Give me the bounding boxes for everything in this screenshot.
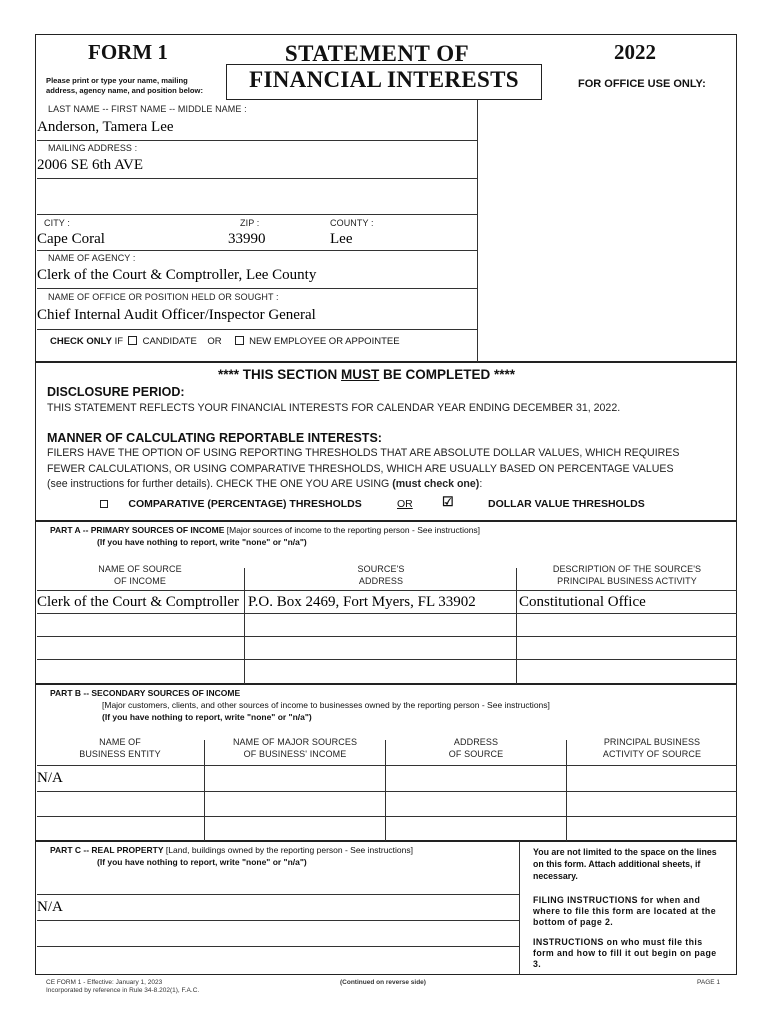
part-a-col3-l1: DESCRIPTION OF THE SOURCE'S [552,564,702,574]
part-a-col2-l2: ADDRESS [358,576,404,586]
form-id: FORM 1 [88,40,168,64]
comparative-label: COMPARATIVE (PERCENTAGE) THRESHOLDS [128,498,362,510]
part-c-heading [50,845,413,855]
new-employee-label: NEW EMPLOYEE OR APPOINTEE [249,336,400,347]
filer-address[interactable]: 2006 SE 6th AVE [37,157,143,173]
manner-line3-text: (see instructions for further details). CHECK THE ONE YOU ARE USING [47,478,390,490]
side-note-2: FILING INSTRUCTIONS for when and where to file this form are located at the bottom of page 2. [533,895,716,927]
part-b-col4-l1: PRINCIPAL BUSINESS [603,737,701,747]
part-a-note: (If you have nothing to report, write "none" or "n/a") [97,537,307,547]
filer-agency[interactable]: Clerk of the Court & Comptroller, Lee County [37,267,317,283]
city-label: CITY : [44,218,70,228]
divider [37,946,519,947]
section-heading [218,367,515,382]
part-b-col1-l1: NAME OF [99,737,141,747]
part-a-title: PART A -- PRIMARY SOURCES OF INCOME [50,525,225,535]
filer-position[interactable]: Chief Internal Audit Officer/Inspector General [37,307,316,323]
part-b-title: PART B -- SECONDARY SOURCES OF INCOME [50,688,241,698]
position-label: NAME OF OFFICE OR POSITION HELD OR SOUGHT : [48,292,279,302]
divider [37,140,477,141]
dollar-checkbox[interactable]: ☑ [442,494,454,509]
colon: : [479,478,483,490]
zip-label: ZIP : [240,218,260,228]
disclosure-title: DISCLOSURE PERIOD: [47,385,185,399]
part-b-col3-l1: ADDRESS [453,737,499,747]
footer-left-l1: CE FORM 1 - Effective: January 1, 2023 [46,979,163,986]
part-c-desc: [Land, buildings owned by the reporting person - See instructions] [165,845,413,855]
agency-label: NAME OF AGENCY : [48,253,136,263]
new-employee-checkbox[interactable] [235,336,244,345]
part-b-note: (If you have nothing to report, write "none" or "n/a") [102,712,312,722]
check-only-label: CHECK ONLY [50,336,112,347]
part-a-col3-header [520,563,734,587]
part-c-row1[interactable]: N/A [37,899,63,915]
part-a-col1-l2: OF INCOME [114,576,166,586]
divider [37,590,737,591]
manner-title: MANNER OF CALCULATING REPORTABLE INTERESTS: [47,431,382,445]
threshold-row [100,498,362,510]
part-a-col2-header [250,563,512,587]
part-b-col1-l2: BUSINESS ENTITY [79,749,161,759]
candidate-label: CANDIDATE [142,336,197,347]
divider [516,568,517,684]
divider [37,636,737,637]
title-line2: FINANCIAL INTERESTS [249,67,519,92]
check-if-label: IF [114,336,124,347]
part-b-col2-l2: OF BUSINESS' INCOME [243,749,347,759]
part-b-col2-l1: NAME OF MAJOR SOURCES [232,737,358,747]
part-b-col4-header [568,736,736,760]
part-b-desc: [Major customers, clients, and other sources of income to businesses owned by the reporting person - See instructions] [102,700,550,710]
divider [37,920,519,921]
footer-page: PAGE 1 [697,979,721,986]
address-label: MAILING ADDRESS : [48,143,138,153]
heading-must: MUST [341,367,380,382]
part-a-col1-header [40,563,240,587]
divider [37,816,737,817]
side-note-3: INSTRUCTIONS on who must file this form and how to fill it out begin on page 3. [533,937,717,969]
divider [37,214,477,215]
filer-zip[interactable]: 33990 [228,231,266,247]
part-b-col4-l2: ACTIVITY OF SOURCE [602,749,702,759]
part-c-note: (If you have nothing to report, write "none" or "n/a") [97,857,307,867]
office-use-divider [477,100,478,362]
divider [37,765,737,766]
heading-pre: **** THIS SECTION [218,367,342,382]
must-check: (must check one) [392,478,480,490]
manner-line2: FEWER CALCULATIONS, OR USING COMPARATIVE THRESHOLDS, WHICH ARE USUALLY BASED ON PERCENTAGE VALUES [47,463,674,475]
manner-line1: FILERS HAVE THE OPTION OF USING REPORTING THRESHOLDS THAT ARE ABSOLUTE DOLLAR VALUES, WHICH REQUIRES [47,447,680,459]
divider [37,791,737,792]
divider [244,568,245,684]
divider [37,178,477,179]
side-note-1: You are not limited to the space on the lines on this form. Attach additional sheets, if necessary. [533,847,717,881]
filer-county[interactable]: Lee [330,231,353,247]
divider [37,613,737,614]
county-label: COUNTY : [330,218,374,228]
divider [519,841,520,975]
part-a-col3-l2: PRINCIPAL BUSINESS ACTIVITY [557,576,697,586]
part-a-col1-l1: NAME OF SOURCE [98,564,182,574]
candidate-checkbox[interactable] [128,336,137,345]
part-b-col2-header [206,736,384,760]
part-b-col3-header [386,736,566,760]
part-a-heading [50,525,480,535]
divider [37,288,477,289]
part-a-col2-l1: SOURCE'S [357,564,405,574]
filer-city[interactable]: Cape Coral [37,231,105,247]
footer-left-l2: Incorporated by reference in Rule 34-8.202(1), F.A.C. [46,987,200,994]
footer-left [46,979,199,995]
footer-center: (Continued on reverse side) [340,979,426,986]
divider [37,329,477,330]
heading-post: BE COMPLETED **** [379,367,516,382]
name-label: LAST NAME -- FIRST NAME -- MIDDLE NAME : [48,104,247,114]
check-only-row [50,336,400,347]
comparative-checkbox[interactable] [100,500,108,508]
dollar-label: DOLLAR VALUE THRESHOLDS [488,498,645,510]
threshold-or: OR [397,498,413,510]
divider [37,894,519,895]
divider [37,250,477,251]
part-a-desc: [Major sources of income to the reporting person - See instructions] [226,525,481,535]
part-c-title: PART C -- REAL PROPERTY [50,845,164,855]
part-b-col3-l2: OF SOURCE [448,749,504,759]
filer-name[interactable]: Anderson, Tamera Lee [37,119,174,135]
office-use-label: FOR OFFICE USE ONLY: [578,78,706,90]
part-b-row1-entity[interactable]: N/A [37,770,63,786]
divider [37,659,737,660]
disclosure-text: THIS STATEMENT REFLECTS YOUR FINANCIAL INTERESTS FOR CALENDAR YEAR ENDING DECEMBER 31, 2022. [47,402,621,414]
title-line1: STATEMENT OF [284,41,470,66]
manner-line3 [47,478,482,490]
or-label: OR [207,336,222,347]
form-year: 2022 [614,40,656,64]
part-a-row1-source[interactable]: Clerk of the Court & Comptroller [37,594,240,610]
header-instruction: Please print or type your name, mailing address, agency name, and position below: [46,76,203,95]
part-a-row1-address[interactable]: P.O. Box 2469, Fort Myers, FL 33902 [248,594,476,610]
part-b-col1-header [40,736,200,760]
part-a-row1-activity[interactable]: Constitutional Office [519,594,646,610]
